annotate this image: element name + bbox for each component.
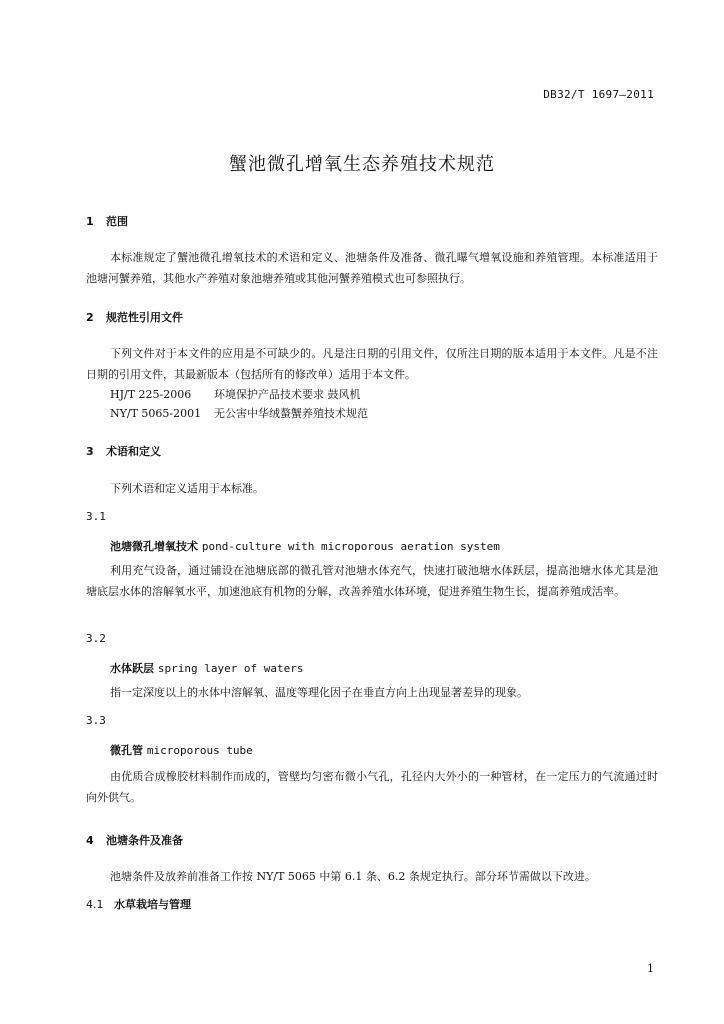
- section-4-heading: [86, 832, 658, 848]
- section-title: 池塘条件及准备: [106, 834, 183, 847]
- reference-item: [86, 403, 682, 424]
- reference-code: NY/T 5065-2001: [110, 407, 202, 420]
- clause-3-1-number: 3.1: [86, 510, 106, 523]
- section-number: 4.1: [86, 898, 104, 911]
- term-3-1-definition: 利用充气设备，通过铺设在池塘底部的微孔管对池塘水体充气，快速打破池塘水体跃层，提高池塘水体尤其是池塘底层水体的溶解氧水平，加速池底有机物的分解，改善养殖水体环境，促进养殖生物生长，提高养殖成活率。: [86, 564, 658, 598]
- section-title: 术语和定义: [106, 445, 161, 458]
- term-3-3-definition: 由优质合成橡胶材料制作而成的，管壁均匀密布微小气孔，孔径内大外小的一种管材，在一定压力的气流通过时向外供气。: [86, 770, 658, 804]
- standard-number: DB32/T 1697—2011: [543, 88, 654, 101]
- term-en: pond-culture with microporous aeration system: [201, 540, 500, 553]
- term-cn: 水体跃层: [110, 662, 154, 675]
- page-number: 1: [647, 962, 654, 975]
- subsection-4-1-heading: [86, 896, 658, 912]
- section-1-paragraph: 本标准规定了蟹池微孔增氧技术的术语和定义、池塘条件及准备、微孔曝气增氧设施和养殖管理。本标准适用于池塘河蟹养殖，其他水产养殖对象池塘养殖或其他河蟹养殖模式也可参照执行。: [86, 251, 658, 285]
- section-3-heading: [86, 443, 658, 459]
- section-number: 1: [86, 215, 94, 228]
- clause-3-3-number: 3.3: [86, 714, 106, 727]
- term-3-2-definition: 指一定深度以上的水体中溶解氧、温度等理化因子在垂直方向上出现显著差异的现象。: [110, 686, 528, 699]
- section-1-heading: [86, 213, 658, 229]
- section-2-heading: [86, 309, 658, 325]
- section-3-paragraph: 下列术语和定义适用于本标准。: [110, 482, 264, 495]
- section-title: 范围: [106, 215, 128, 228]
- term-3-1: [86, 538, 682, 554]
- term-cn: 微孔管: [110, 744, 143, 757]
- document-title: 蟹池微孔增氧生态养殖技术规范: [229, 154, 495, 175]
- term-cn: 池塘微孔增氧技术: [110, 540, 198, 553]
- section-title: 水草栽培与管理: [114, 898, 191, 911]
- term-3-2: [86, 660, 682, 676]
- term-3-3: [86, 742, 682, 758]
- section-4-paragraph: 池塘条件及放养前准备工作按 NY/T 5065 中第 6.1 条、6.2 条规定执行。部分环节需做以下改进。: [110, 870, 596, 883]
- reference-code: HJ/T 225-2006: [110, 388, 192, 401]
- reference-item: [86, 384, 682, 405]
- clause-3-2-number: 3.2: [86, 632, 106, 645]
- section-number: 4: [86, 834, 94, 847]
- section-number: 3: [86, 445, 94, 458]
- section-2-paragraph: 下列文件对于本文件的应用是不可缺少的。凡是注日期的引用文件，仅所注日期的版本适用于本文件。凡是不注日期的引用文件，其最新版本（包括所有的修改单）适用于本文件。: [86, 347, 658, 381]
- term-en: microporous tube: [146, 744, 253, 757]
- section-number: 2: [86, 311, 94, 324]
- section-title: 规范性引用文件: [106, 311, 183, 324]
- reference-title: 无公害中华绒螯蟹养殖技术规范: [214, 407, 368, 420]
- term-en: spring layer of waters: [157, 662, 304, 675]
- reference-title: 环境保护产品技术要求 鼓风机: [214, 388, 361, 401]
